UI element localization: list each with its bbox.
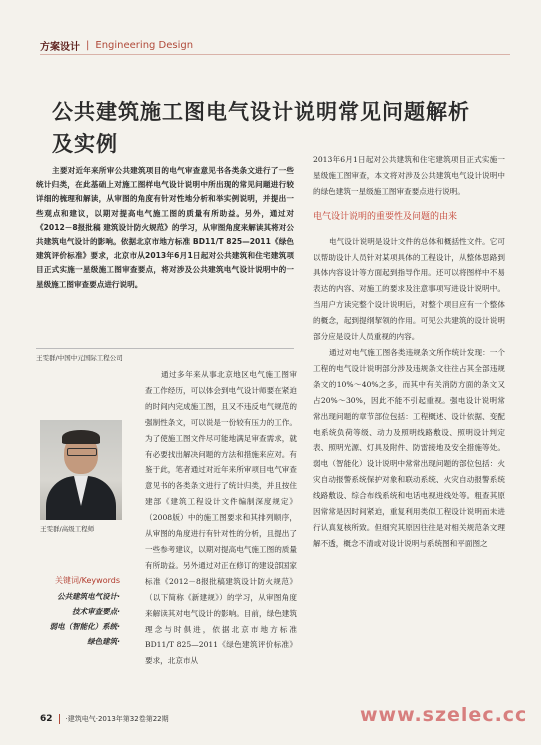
keyword: 技术审查要点· [72,607,120,616]
body-paragraph: 通过对电气施工图各类违规条文所作统计发现：一个工程的电气设计说明部分涉及违规条文往往占其全部违规条文的10%～40%之多，而其中有关消防方面的条文又占20%～30%，因此不能不引起重视。强电设计说明常常出现问题的章节部位包括：工程概述、设计依据、变配电系统负荷等级、动力及照明线路敷设、照明设计判定表、照明光源、灯具及附件、防雷接地及安全措施等处。弱电（智能化）设计说明中常常出现问题的部位包括：火灾自动报警系统保护对象和联动系统、火灾自动报警系统线路敷设、综合布线系统和电话电视进线处等。粗查其原因常常是因时间紧迫，重复利用类似工程设计说明而未进行认真复核所致。但细究其原因往往是对相关规范条文理解不透，概念不清或对设计说明与系统图和平面图之 [313,347,505,548]
section-heading: 电气设计说明的重要性及问题的由来 [313,211,458,222]
body-paragraph: 通过多年来从事北京地区电气施工图审查工作经历，可以体会到电气设计师要在紧迫的时间内完成施工图，且又不违反电气规范的强制性条文，可以说是一份较有压力的工作。为了使施工图文件尽可能地满足审查需求，就有必要找出解决问题的方法和措施来应对。有鉴于此，笔者通过对近年来所审项目电气审查意见书的各类条文进行了统计归类，并且按住建部《建筑工程设计文件编制深度规定》（2008版）中的施工图要求和其排列顺序，从审图的角度进行有针对性的分析，且提出了一些参考建议，以期对提高电气施工图的质量有所助益。另外通过对正在修订的建设部国家标准《2012－8报批稿建筑设计防火规范》（以下简称《新建规》）的学习，从审图角度来解读其对电气设计的影响。目前，绿色建筑理念与时俱进，依据北京市地方标准 BD11/T 825—2011《绿色建筑评价标准》要求，北京市从 [145,370,297,666]
section-label: 方案设计 [40,42,80,53]
header-separator: | [86,40,90,51]
header-divider [40,54,510,55]
keyword: 公共建筑电气设计· [57,592,120,601]
author-photo [40,420,122,520]
body-column-left [145,367,297,669]
body-paragraph: 2013年6月1日起对公共建筑和住宅建筑项目正式实施一星级施工图审查，本文将对涉及公共建筑电气设计说明中的绿色建筑一星级施工图审查要点进行说明。 [313,155,505,196]
photo-caption: 王雯群/高级工程师 [40,525,95,533]
body-column-right [313,152,505,552]
keyword: 绿色建筑· [87,637,120,646]
page-footer [40,714,169,724]
article-title: 公共建筑施工图电气设计说明常见问题解析及实例 [52,100,470,156]
section-label-en: Engineering Design [95,40,194,51]
keyword: 弱电（智能化）系统· [49,622,120,631]
watermark: www.szelec.cc [360,704,528,726]
journal-info: ·建筑电气·2013年第32卷第22期 [65,715,169,723]
section-header [40,38,193,53]
keywords-heading: 关键词/Keywords [54,576,120,585]
abstract: 主要对近年来所审公共建筑项目的电气审查意见书各类条文进行了一些统计归类，在此基础上对施工图样电气设计说明中所出现的常见问题进行较详细的梳理和解读，从审图的角度有针对性地分析和举实例说明，并提出一些观点和建议，以期对提高电气施工图的质量有所助益。另外，通过对《2012－8报批稿 建筑设计防火规范》的学习，从审图角度来解读其将对公共建筑电气设计的影响。依据北京市地方标准 BD11/T 825—2011《绿色建筑评价标准》要求，北京市从2013年6月1日起对公共建筑和住宅建筑项目正式实施一星级施工图审查要点，将对涉及公共建筑电气设计说明中的一星级施工图审查要点进行说明。 [36,166,294,289]
author-affiliation: 王雯群/中国中元国际工程公司 [36,348,294,362]
keywords-list [28,589,120,649]
page-number: 62 [40,714,53,724]
footer-divider [59,714,60,724]
body-paragraph: 电气设计说明是设计文件的总体和概括性文件。它可以帮助设计人员针对某项具体的工程设计，从整体思路到具体内容设计等方面起到指导作用。还可以将图样中不易表达的内容、对施工的要求及注意事项写进设计说明中。当用户方读完整个设计说明后，对整个项目应有一个整体的概念，起到提纲挈领的作用。可见公共建筑的设计说明部分应是设计人员重视的内容。 [313,236,505,342]
